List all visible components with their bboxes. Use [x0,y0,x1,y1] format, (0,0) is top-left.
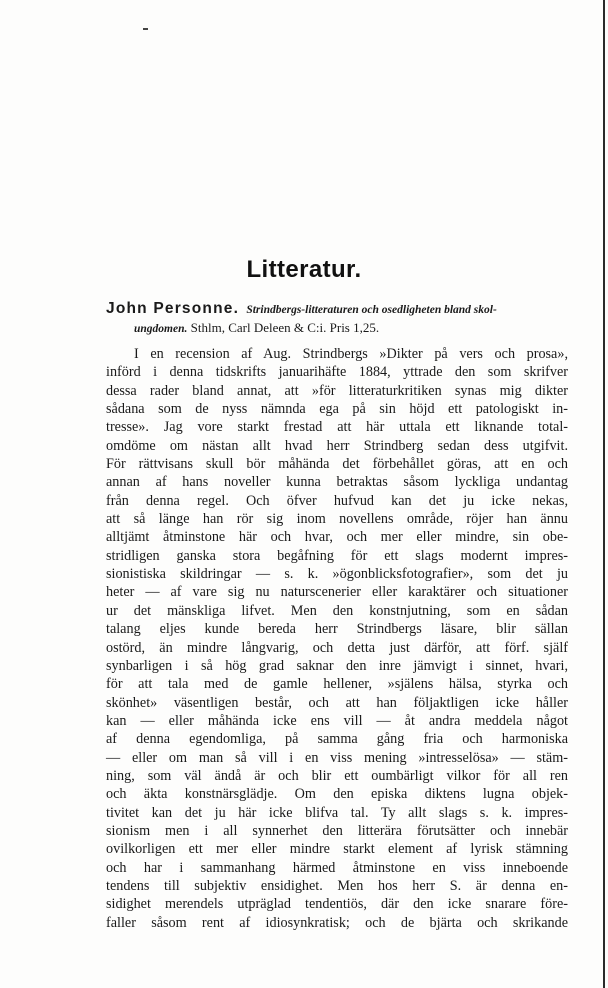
body-line: synbarligen i så hög grad saknar den inre jämvigt i sinnet, hvari, [106,657,568,674]
reference-author: John Personne. [106,300,240,317]
reference-work-title-cont: ungdomen. [134,323,188,335]
body-line: införd i denna tidskrifts januarihäfte 1884, yttrade den som skrifver [106,364,568,381]
body-line: faller såsom rent af idiosynkratisk; och de bjärta och skrikande [106,914,568,931]
body-line: dessa rader bland annat, att »för litteraturkritiken synas mig dikter [106,382,568,399]
body-line: af denna egendomliga, på samma gång fria och harmoniska [106,731,568,748]
body-line: talang eljes kunde bereda herr Strindbergs läsare, blir sällan [106,621,568,638]
review-body [106,345,568,932]
page-edge-line [603,0,605,988]
body-line: annan af hans noveller kunna betraktas såsom lyckliga undantag [106,474,568,491]
body-line: heter — af vare sig nu naturscenerier eller karaktärer och situationer [106,584,568,601]
body-line: — eller om man så vill i en viss mening »intresselösa» — stäm- [106,749,568,766]
body-line: För rättvisans skull bör måhända det förbehållet göras, att en och [106,456,568,473]
body-line: ostörd, än mindre långvarig, och detta just därför, att förf. själf [106,639,568,656]
reference-work-title: Strindbergs-litteraturen och osedligheten bland skol- [246,304,497,316]
section-title: Litteratur. [246,256,362,283]
body-line: sionistiska skildringar — s. k. »ögonblicksfotografier», som det ju [106,566,568,583]
body-line: sådana som de nyss nämnda ega på sin höjd ett patologiskt in- [106,401,568,418]
scan-mark [143,28,148,30]
body-line: skönhet» väsentligen består, och att han följaktligen icke håller [106,694,568,711]
body-line: alltjämt åtminstone här och hvar, och mer eller mindre, sin obe- [106,529,568,546]
body-line: från denna regel. Och öfver hufvud kan det ju icke nekas, [106,492,568,509]
body-line: tivitet kan det ju här icke blifva tal. Ty allt slags s. k. impres- [106,804,568,821]
body-line: ning, som väl ändå är och blir ett oumbärligt vilkor för all ren [106,767,568,784]
body-line: att så länge han rör sig inom novellens område, röjer han ännu [106,511,568,528]
body-line: I en recension af Aug. Strindbergs »Dikter på vers och prosa», [134,346,568,362]
body-line: och äkta konstnärsglädje. Om den episka diktens lugna objek- [106,786,568,803]
body-line: ur det mänskliga lifvet. Men den konstnjutning, som en sådan [106,602,568,619]
body-line: kan — eller måhända icke ens vill — åt andra meddela något [106,712,568,729]
reference-line-2 [106,319,576,338]
body-line: sidighet merendels utpräglad tendentiös, där den icke snarare före- [106,896,568,913]
reference-line-1 [106,300,576,319]
body-line: för att tala med de gamle hellener, »själens hälsa, styrka och [106,676,568,693]
body-line: ovilkorligen ett mer eller mindre starkt element af lyrisk stämning [106,841,568,858]
body-line: sionism men i all synnerhet den litterära förutsätter och innebär [106,822,568,839]
body-line: stridligen ganska stora begåfning för ett slags modernt impres- [106,547,568,564]
body-line: omdöme om nästan allt hvad herr Strindberg sedan dess utgifvit. [106,437,568,454]
reference-publication: Sthlm, Carl Deleen & C:i. Pris 1,25. [190,320,380,335]
review-reference [106,300,576,338]
body-line: tendens till subjektiv ensidighet. Men hos herr S. är denna en- [106,877,568,894]
body-line: och har i sammanhang härmed åtminstone en viss inneboende [106,859,568,876]
body-line: tresse». Jag vore starkt frestad att här uttala ett liknande total- [106,419,568,436]
